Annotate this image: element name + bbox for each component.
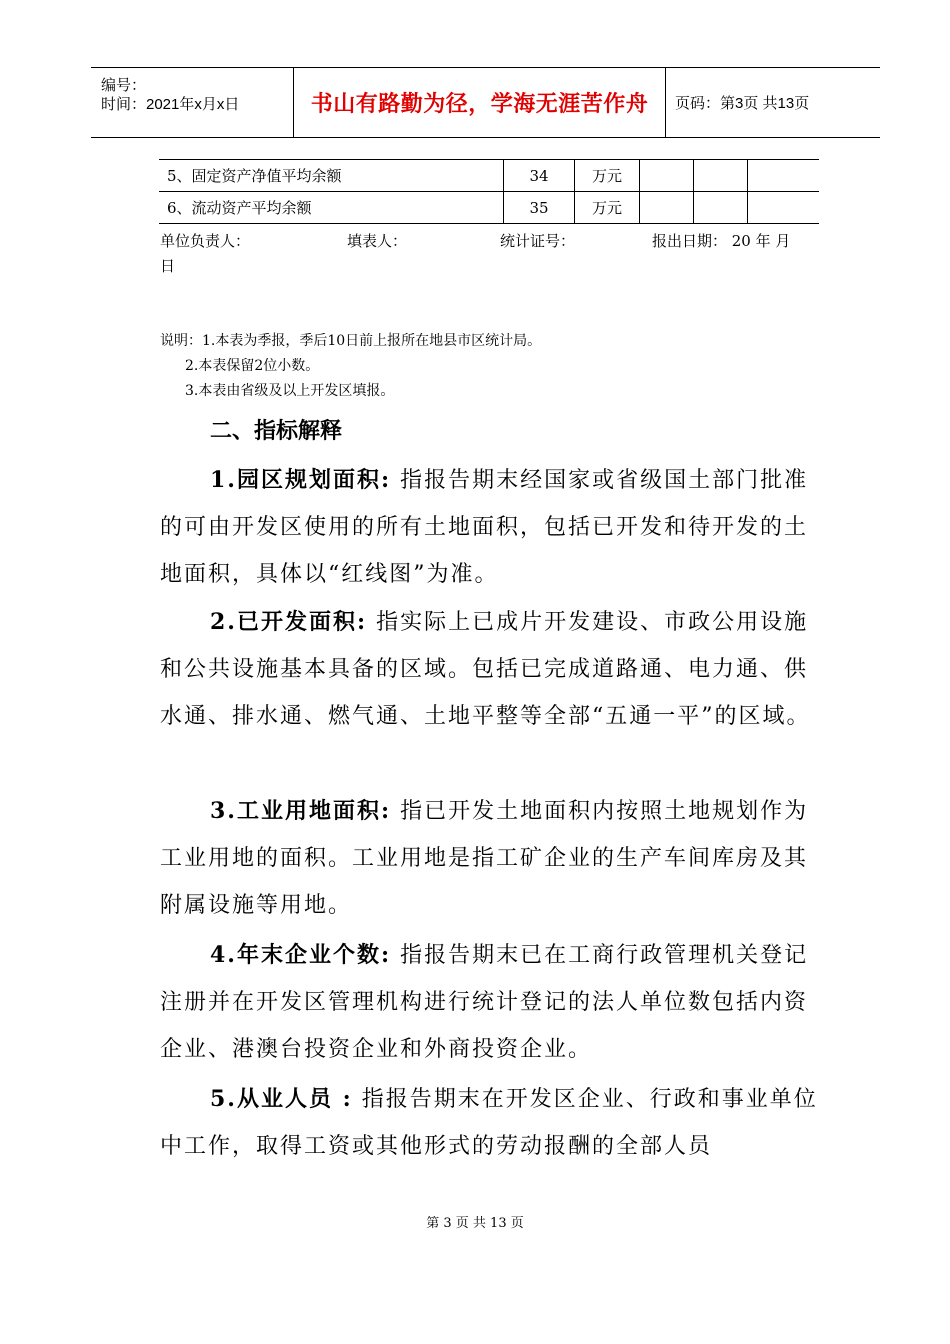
row-code: 34: [504, 160, 575, 192]
note-line: 3.本表由省级及以上开发区填报。: [185, 383, 395, 399]
definition-text: 指报告期末经国家或省级国土部门批准的可由开发区使用的所有土地面积，包括已开发和待开发的土地面积，具体以“红线图”为准。: [160, 468, 809, 587]
definition-paragraph: [160, 932, 820, 1073]
table-row: [159, 192, 819, 224]
row-unit: 万元: [575, 192, 640, 224]
page-header: [91, 67, 880, 138]
table-row: [159, 160, 819, 192]
definition-text: 指实际上已成片开发建设、市政公用设施和公共设施基本具备的区域。包括已完成道路通、电力通、供水通、排水通、燃气通、土地平整等全部“五通一平”的区域。: [160, 610, 811, 729]
filler-label: 填表人：: [347, 232, 408, 250]
row-code: 35: [504, 192, 575, 224]
doc-time-label: 时间：2021年x月x日: [101, 96, 240, 113]
value-cell: [694, 192, 748, 224]
note-line: 2.本表保留2位小数。: [185, 358, 320, 374]
definition-term: 2.已开发面积:: [210, 609, 368, 635]
definition-term: 1.园区规划面积:: [210, 467, 392, 493]
definition-text: 指报告期末已在工商行政管理机关登记注册并在开发区管理机构进行统计登记的法人单位数包括内资企业、港澳台投资企业和外商投资企业。: [160, 943, 809, 1062]
section-title: 二、指标解释: [210, 418, 343, 444]
value-cell: [748, 160, 820, 192]
definition-paragraph: [160, 599, 820, 740]
definition-term: 5.从业人员 :: [210, 1086, 353, 1112]
value-cell: [748, 192, 820, 224]
note-line: 说明：1.本表为季报，季后10日前上报所在地县市区统计局。: [160, 333, 542, 349]
value-cell: [640, 192, 694, 224]
definition-text: 指已开发土地面积内按照土地规划作为工业用地的面积。工业用地是指工矿企业的生产车间库房及其附属设施等用地。: [160, 799, 809, 918]
unit-head-label: 单位负责人：: [160, 232, 251, 250]
row-name: 6、流动资产平均余额: [159, 192, 504, 224]
value-cell: [640, 160, 694, 192]
definition-paragraph: [160, 1076, 820, 1170]
definition-text: 指报告期末在开发区企业、行政和事业单位中工作，取得工资或其他形式的劳动报酬的全部人员: [160, 1087, 818, 1159]
page-footer: 第 3 页 共 13 页: [426, 1216, 524, 1231]
doc-number-label: 编号：: [101, 77, 147, 94]
definition-paragraph: [160, 457, 820, 598]
header-meta-cell: [91, 68, 294, 137]
header-motto-cell: [294, 68, 666, 137]
header-page-cell: [666, 68, 880, 137]
row-name: 5、固定资产净值平均余额: [159, 160, 504, 192]
definition-paragraph: [160, 788, 820, 929]
report-date-label: 报出日期： 20 年 月: [652, 232, 791, 250]
definition-term: 3.工业用地面积:: [210, 798, 392, 824]
report-day-label: 日: [160, 257, 176, 275]
value-cell: [694, 160, 748, 192]
stat-cert-label: 统计证号：: [500, 232, 576, 250]
definition-term: 4.年末企业个数:: [210, 942, 392, 968]
row-unit: 万元: [575, 160, 640, 192]
page-info: 页码：第3页 共13页: [675, 95, 810, 112]
motto-text: 书山有路勤为径，学海无涯苦作舟: [310, 91, 649, 116]
statistics-table: [159, 159, 819, 224]
